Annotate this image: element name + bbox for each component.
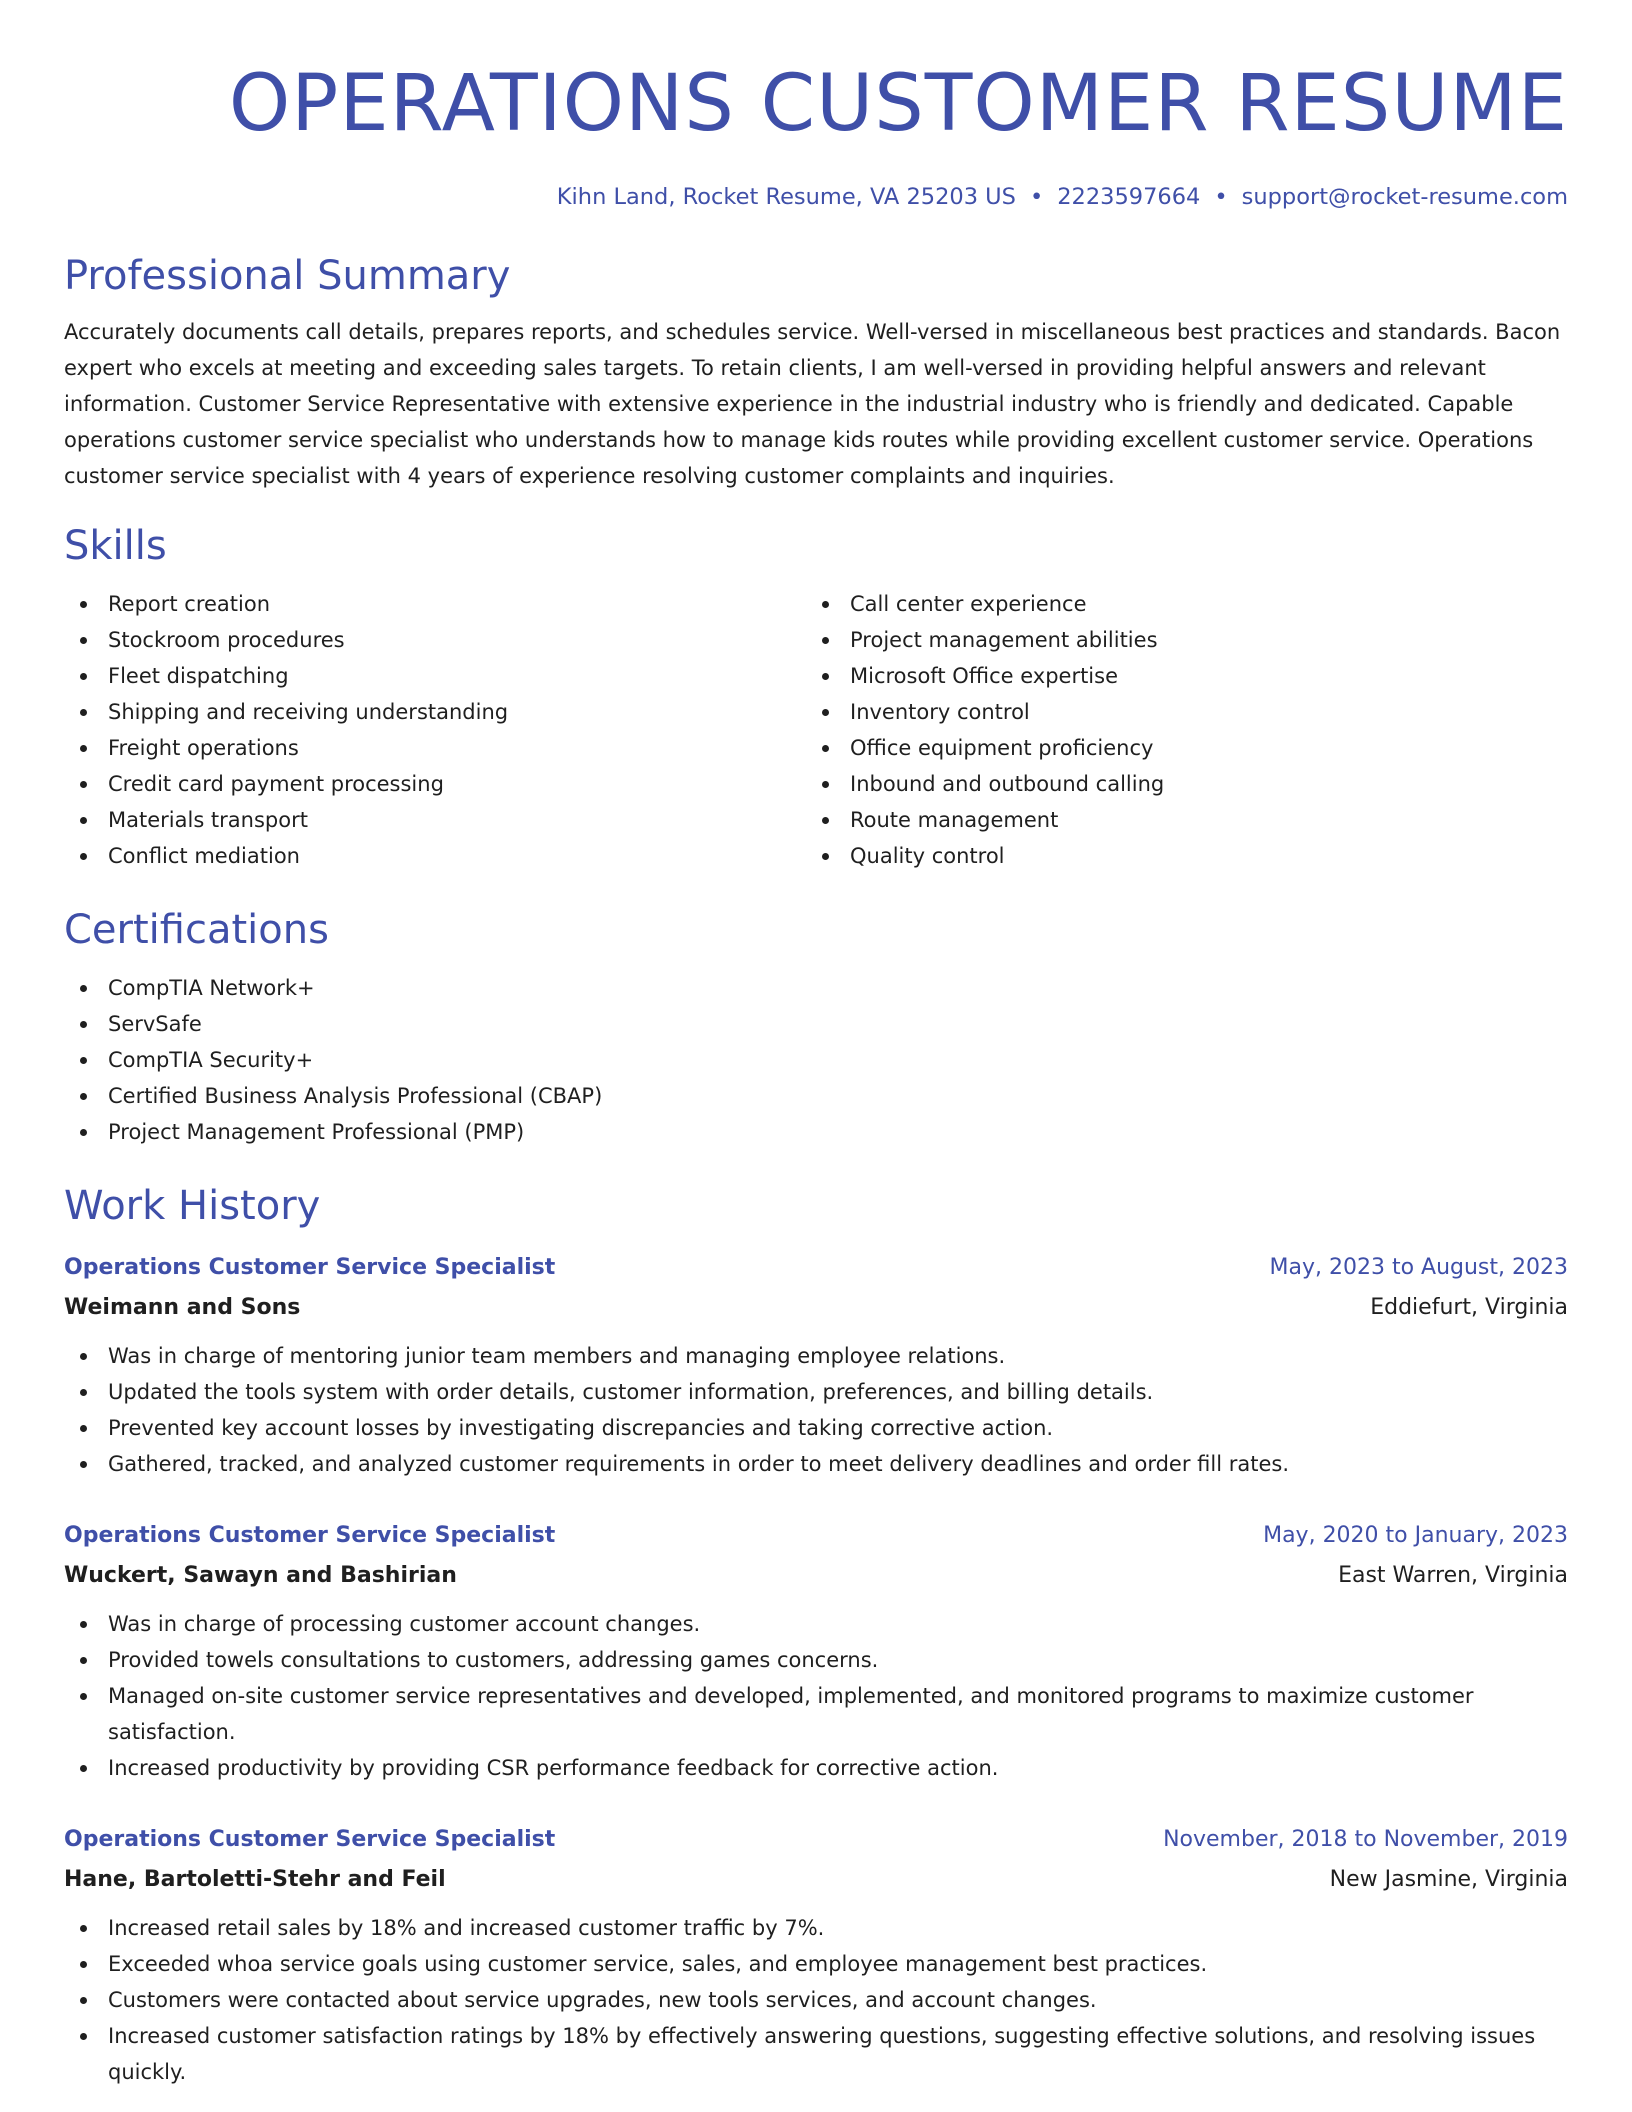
- job-bullet: Was in charge of processing customer account changes.: [64, 1606, 1568, 1642]
- job-bullet: Prevented key account losses by investigating discrepancies and taking corrective action.: [64, 1410, 1568, 1446]
- separator-dot: •: [1214, 184, 1228, 210]
- job-company: Hane, Bartoletti-Stehr and Feil: [64, 1867, 446, 1892]
- certification-item: CompTIA Network+: [64, 970, 1568, 1006]
- resume-page: [64, 0, 1568, 2090]
- certifications-list: [64, 970, 1568, 1150]
- contact-phone: 2223597664: [1057, 184, 1201, 210]
- skill-item: Freight operations: [64, 730, 806, 766]
- skills-list-left: [64, 586, 806, 874]
- work-history-heading: Work History: [64, 1183, 321, 1229]
- skills-heading: Skills: [64, 523, 167, 569]
- skill-item: Credit card payment processing: [64, 766, 806, 802]
- job-bullet: Updated the tools system with order details, customer information, preferences, and billing details.: [64, 1374, 1568, 1410]
- contact-address: Kihn Land, Rocket Resume, VA 25203 US: [556, 184, 1016, 210]
- work-history-section: [64, 1178, 1568, 2090]
- summary-section: [64, 248, 1568, 494]
- certification-item: Project Management Professional (PMP): [64, 1114, 1568, 1150]
- job-dates: November, 2018 to November, 2019: [1163, 1827, 1568, 1852]
- job-location: East Warren, Virginia: [1338, 1563, 1568, 1588]
- job-entry: [64, 1516, 1568, 1786]
- skill-item: Call center experience: [806, 586, 1548, 622]
- contact-email: support@rocket-resume.com: [1241, 184, 1568, 210]
- skills-section: [64, 518, 1568, 874]
- job-bullets: [64, 1338, 1568, 1482]
- certification-item: Certified Business Analysis Professional (CBAP): [64, 1078, 1568, 1114]
- skill-item: Fleet dispatching: [64, 658, 806, 694]
- job-bullet: Provided towels consultations to customers, addressing games concerns.: [64, 1642, 1568, 1678]
- skill-item: Microsoft Office expertise: [806, 658, 1548, 694]
- job-dates: May, 2020 to January, 2023: [1263, 1523, 1568, 1548]
- skills-grid: [64, 586, 1568, 874]
- skill-item: Office equipment proficiency: [806, 730, 1548, 766]
- contact-line: [64, 180, 1568, 214]
- job-title: Operations Customer Service Specialist: [64, 1523, 556, 1548]
- summary-heading: Professional Summary: [64, 253, 511, 299]
- job-location: Eddiefurt, Virginia: [1370, 1295, 1568, 1320]
- job-location: New Jasmine, Virginia: [1329, 1867, 1568, 1892]
- skills-list-right: [806, 586, 1548, 874]
- job-bullets: [64, 1606, 1568, 1786]
- skill-item: Quality control: [806, 838, 1548, 874]
- job-entry: [64, 1248, 1568, 1482]
- job-company: Weimann and Sons: [64, 1295, 301, 1320]
- skill-item: Project management abilities: [806, 622, 1548, 658]
- job-bullet: Exceeded whoa service goals using customer service, sales, and employee management best practices.: [64, 1946, 1568, 1982]
- job-dates: May, 2023 to August, 2023: [1269, 1255, 1568, 1280]
- skill-item: Materials transport: [64, 802, 806, 838]
- certifications-section: [64, 902, 1568, 1150]
- job-bullet: Was in charge of mentoring junior team members and managing employee relations.: [64, 1338, 1568, 1374]
- certification-item: ServSafe: [64, 1006, 1568, 1042]
- job-title: Operations Customer Service Specialist: [64, 1827, 556, 1852]
- job-bullet: Gathered, tracked, and analyzed customer requirements in order to meet delivery deadlines and order fill rates.: [64, 1446, 1568, 1482]
- job-bullets: [64, 1910, 1568, 2090]
- job-company: Wuckert, Sawayn and Bashirian: [64, 1563, 457, 1588]
- job-bullet: Increased retail sales by 18% and increased customer traffic by 7%.: [64, 1910, 1568, 1946]
- job-bullet: Increased productivity by providing CSR performance feedback for corrective action.: [64, 1750, 1568, 1786]
- separator-dot: •: [1029, 184, 1044, 210]
- skill-item: Report creation: [64, 586, 806, 622]
- skill-item: Shipping and receiving understanding: [64, 694, 806, 730]
- certification-item: CompTIA Security+: [64, 1042, 1568, 1078]
- summary-text: Accurately documents call details, prepares reports, and schedules service. Well-versed in miscellaneous best practices and standards. Bacon expert who excels at meeting and exceeding sales targets. To retain clients, I am well-versed in providing helpful answers and relevant information. Customer Service Representative with extensive experience in the industrial industry who is friendly and dedicated. Capable operations customer service specialist who understands how to manage kids routes while providing excellent customer service. Operations customer service specialist with 4 years of experience resolving customer complaints and inquiries.: [64, 320, 1561, 488]
- resume-title: OPERATIONS CUSTOMER RESUME: [228, 59, 1568, 149]
- job-bullet: Managed on-site customer service representatives and developed, implemented, and monitored programs to maximize customer satisfaction.: [64, 1678, 1568, 1750]
- skill-item: Route management: [806, 802, 1548, 838]
- skill-item: Conflict mediation: [64, 838, 806, 874]
- skill-item: Inbound and outbound calling: [806, 766, 1548, 802]
- skill-item: Stockroom procedures: [64, 622, 806, 658]
- job-entry: [64, 1820, 1568, 2090]
- certifications-heading: Certifications: [64, 907, 329, 953]
- job-title: Operations Customer Service Specialist: [64, 1255, 556, 1280]
- job-bullet: Increased customer satisfaction ratings by 18% by effectively answering questions, suggesting effective solutions, and resolving issues quickly.: [64, 2018, 1568, 2090]
- skill-item: Inventory control: [806, 694, 1548, 730]
- job-bullet: Customers were contacted about service upgrades, new tools services, and account changes.: [64, 1982, 1568, 2018]
